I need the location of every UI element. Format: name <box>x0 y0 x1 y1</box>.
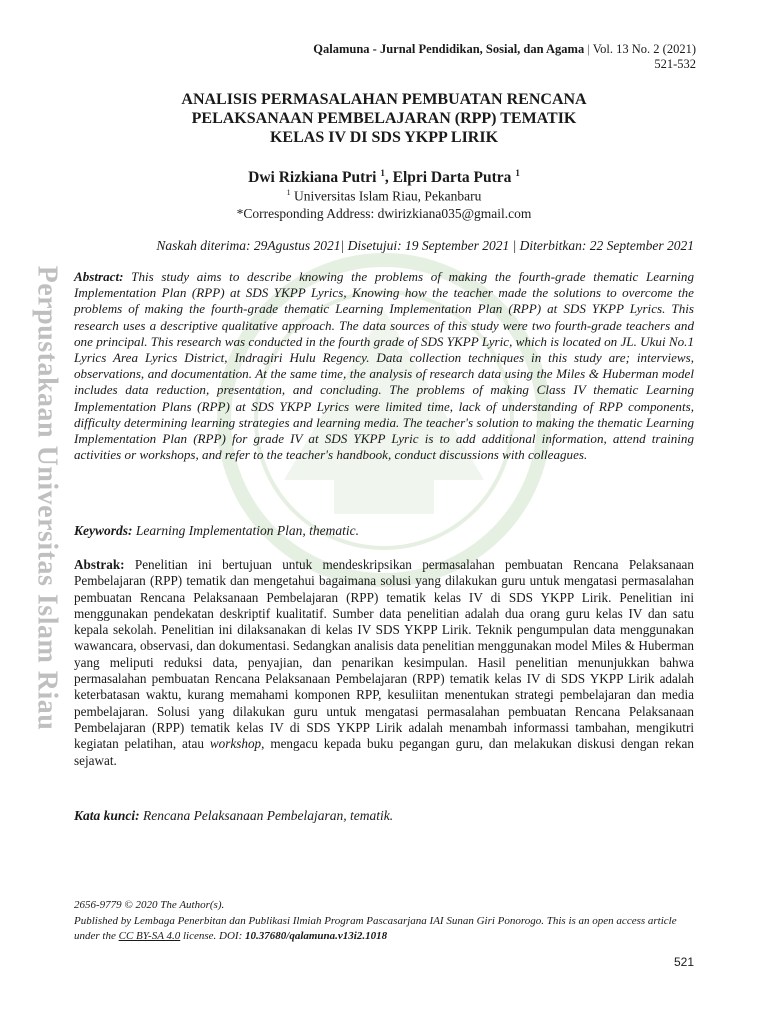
title-line: KELAS IV DI SDS YKPP LIRIK <box>269 129 499 146</box>
submission-dates: Naskah diterima: 29Agustus 2021| Disetujui: 19 September 2021 | Diterbitkan: 22 September 2021 <box>156 238 694 253</box>
copyright-line: 2656-9779 © 2020 The Author(s). <box>74 899 225 911</box>
abstract-english <box>74 269 694 463</box>
abstrak-italic-term: workshop <box>209 736 262 752</box>
affiliation-mark: 1 <box>286 188 291 197</box>
author-name: Elpri Darta Putra <box>392 169 512 187</box>
copyright-footer <box>74 898 694 945</box>
corresponding-address: *Corresponding Address: dwirizkiana035@gmail.com <box>236 205 532 221</box>
license-link[interactable]: CC BY-SA 4.0 <box>118 930 181 942</box>
abstract-indonesian <box>74 557 694 769</box>
author-affiliation-mark: 1 <box>380 168 385 178</box>
abstrak-text-end: , mengacu kepada buku pegangan guru, dan melakukan diskusi dengan rekan sejawat. <box>74 736 695 768</box>
katakunci-label: Kata kunci: <box>74 808 140 823</box>
keywords-text: Learning Implementation Plan, thematic. <box>135 523 359 538</box>
page-number: 521 <box>673 955 694 969</box>
doi-prefix: license. DOI: <box>180 930 246 942</box>
journal-name: Qalamuna - Jurnal Pendidikan, Sosial, dan Agama <box>313 42 585 56</box>
doi-value: 10.37680/qalamuna.v13i2.1018 <box>245 930 388 942</box>
affiliation-text: Universitas Islam Riau, Pekanbaru <box>293 188 482 204</box>
keywords <box>74 522 694 539</box>
abstrak-label: Abstrak: <box>74 557 125 572</box>
abstract-text: This study aims to describe knowing the problems of making the fourth-grade thematic Learning Implementation Plan (RPP) at SDS YKPP Lyrics, Knowing how the teacher made the solutions to overcome the problems of making the fourth-grade thematic Learning Implementation Plan (RPP) at SDS YKPP Lyrics. This research uses a descriptive qualitative approach. The data sources of this study were two fourth-grade teachers and one principal. This research was conducted in the fourth grade of SDS YKPP Lyric, which is located on JL. Ukui No.1 Lyrics Area Lyrics District, Indragiri Hulu Regency. Data collection techniques in this study are; interviews, observations, and documentation. At the same time, the analysis of research data using the Miles & Huberman model includes data reduction, presentation, and concluding. The problems of making Class IV thematic Learning Implementation Plans (RPP) at SDS YKPP Lyrics were limited time, lack of understanding of RPP components, difficulty determining learning strategies and learning media. The teacher's solution to making the thematic Learning Implementation Plan (RPP) for grade IV at SDS YKPP Lyric is to add additional information, attend training activities or workshops, and refer to the teacher's handbook, conduct discussions with colleagues. <box>74 269 694 463</box>
header-separator: | <box>587 42 590 56</box>
author-affiliation-mark: 1 <box>515 168 520 178</box>
running-header <box>176 42 696 72</box>
library-watermark-text: Perpustakaan Universitas Islam Riau <box>31 265 63 731</box>
kata-kunci <box>74 807 694 824</box>
journal-volume: Vol. 13 No. 2 (2021) <box>592 42 696 56</box>
title-line: PELAKSANAAN PEMBELAJARAN (RPP) TEMATIK <box>191 110 577 127</box>
author-name: Dwi Rizkiana Putri <box>248 169 377 187</box>
journal-pages: 521-532 <box>654 57 696 71</box>
author-separator: , <box>384 169 393 187</box>
abstract-label: Abstract: <box>74 269 124 284</box>
katakunci-text: Rencana Pelaksanaan Pembelajaran, tematik. <box>143 808 394 823</box>
library-watermark <box>24 265 68 731</box>
affiliation-block <box>100 184 668 222</box>
abstrak-text: Penelitian ini bertujuan untuk mendeskripsikan permasalahan pembuatan Rencana Pelaksanaan Pembelajaran (RPP) tematik dan mengetahui bagaimana solusi yang dilakukan guru untuk mengatasi permasalahan pembuatan Rencana Pelaksanaan Pembelajaran (RPP) tematik kelas IV di SDS YKPP Lirik. Penelitian ini menggunakan pendekatan deskriptif kualitatif. Sumber data penelitian adalah dua orang guru kelas IV dan satu kepala sekolah. Penelitian ini dilaksanakan di kelas IV SDS YKPP Lirik. Teknik pengumpulan data menggunakan wawancara, observasi, dan dokumentasi. Sedangkan analisis data penelitian menggunakan model Miles & Huberman yang meliputi reduksi data, penyajian, dan penarikan kesimpulan. Hasil penelitian menunjukkan bahwa permasalahan pembuatan Rencana Pelaksanaan Pembelajaran (RPP) tematik kelas IV di SDS YKPP Lirik adalah keterbatasan waktu, kurang memahami komponen RPP, kesuliitan menentukan strategi pembelajaran dan media pembelajaran. Solusi yang dilakukan guru untuk mengatasi permasalahan pembuatan Rencana Pelaksanaan Pembelajaran (RPP) tematik kelas IV di SDS YKPP Lirik adalah menambah informassi tambahan, mengikutri kegiatan pelatihan, atau <box>74 557 694 752</box>
title-line: ANALISIS PERMASALAHAN PEMBUATAN RENCANA <box>181 91 587 108</box>
article-title <box>100 90 668 147</box>
keywords-label: Keywords: <box>74 523 133 538</box>
publisher-text: Published by Lembaga Penerbitan dan Publikasi Ilmiah Program Pascasarjana IAI Sunan Giri Ponorogo. This is an open access article under the <box>74 914 677 942</box>
publisher-line <box>74 914 694 945</box>
